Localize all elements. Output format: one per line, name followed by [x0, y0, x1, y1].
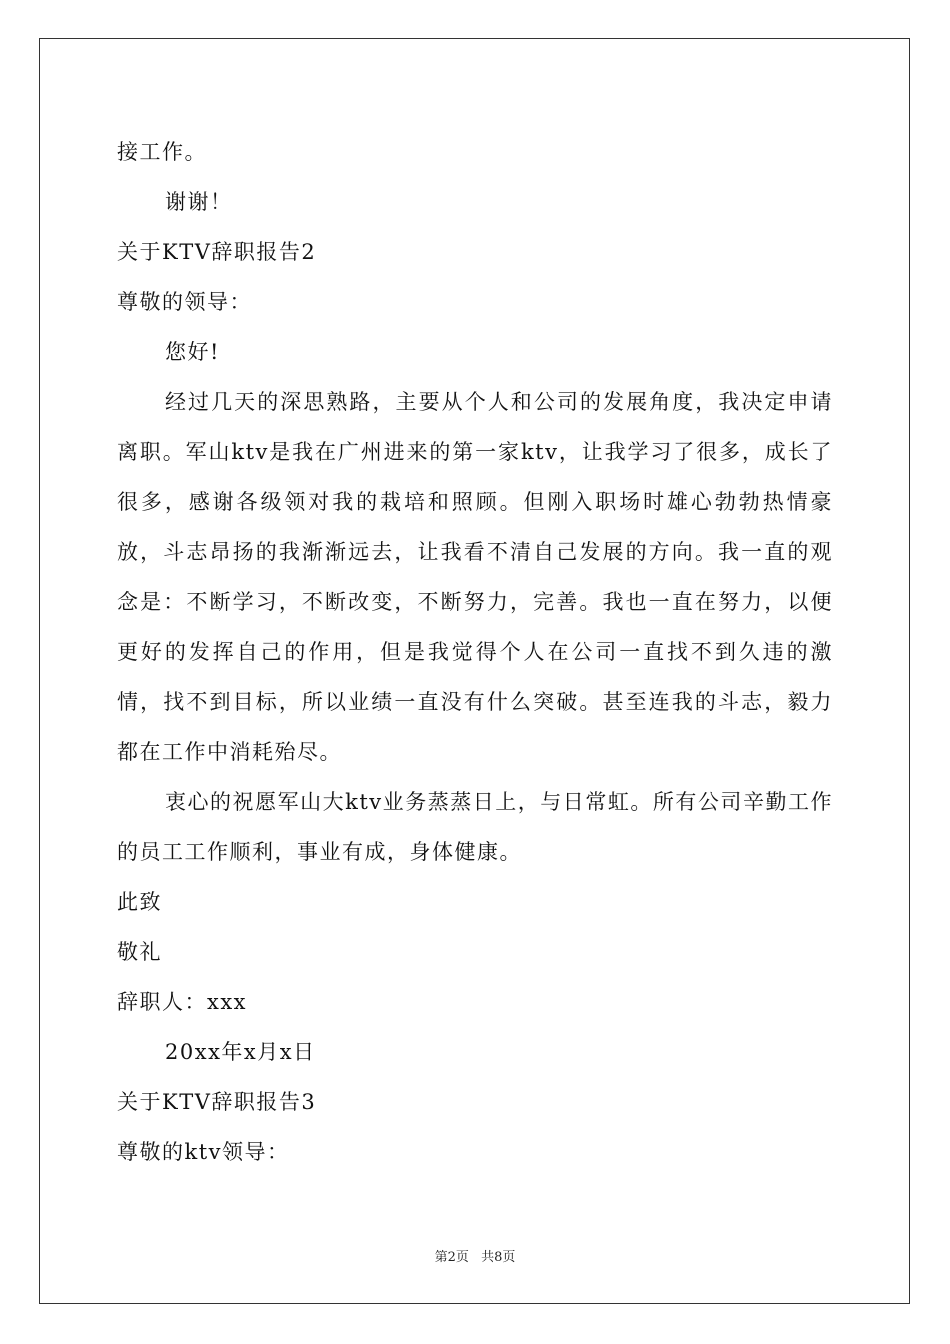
- document-body: [117, 127, 833, 1177]
- text-line: 接工作。: [117, 140, 207, 164]
- greeting: 您好!: [165, 340, 220, 364]
- signature-line: 辞职人：xxx: [117, 990, 248, 1014]
- section-heading: 关于KTV辞职报告2: [117, 240, 317, 264]
- page-number: 第2页: [434, 1250, 469, 1265]
- date-line: 20xx年x月x日: [165, 1040, 316, 1064]
- section-heading: 关于KTV辞职报告3: [117, 1090, 317, 1114]
- closing-line: 此致: [117, 890, 162, 914]
- body-paragraph: 经过几天的深思熟路，主要从个人和公司的发展角度，我决定申请离职。军山ktv是我在广州进来的第一家ktv，让我学习了很多，成长了很多，感谢各级领对我的栽培和照顾。但刚入职场时雄心勃勃热情豪放，斗志昂扬的我渐渐远去，让我看不清自己发展的方向。我一直的观念是：不断学习，不断改变，不断努力，完善。我也一直在努力，以便更好的发挥自己的作用，但是我觉得个人在公司一直找不到久违的激情，找不到目标，所以业绩一直没有什么突破。甚至连我的斗志，毅力都在工作中消耗殆尽。: [117, 390, 833, 764]
- closing-line: 敬礼: [117, 940, 162, 964]
- page-footer: [0, 1246, 950, 1265]
- salutation: 尊敬的ktv领导：: [117, 1140, 290, 1164]
- body-paragraph: 衷心的祝愿军山大ktv业务蒸蒸日上，与日常虹。所有公司辛勤工作的员工工作顺利，事业有成，身体健康。: [117, 790, 833, 864]
- salutation: 尊敬的领导：: [117, 290, 252, 314]
- page-total: 共8页: [481, 1250, 516, 1265]
- thanks-line: 谢谢！: [165, 190, 233, 214]
